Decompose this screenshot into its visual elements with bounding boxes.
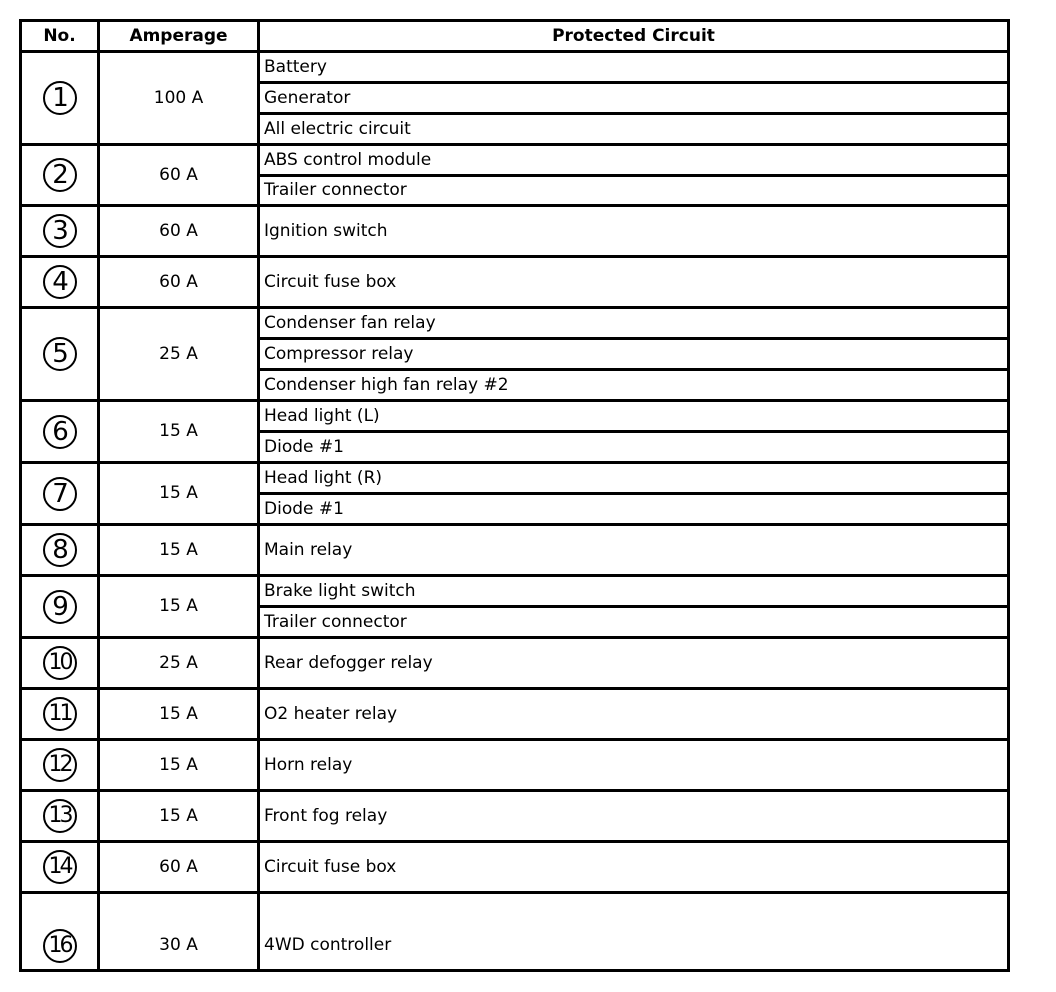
amperage-cell: 100 A xyxy=(99,52,259,145)
table-row xyxy=(21,463,1009,494)
table-row xyxy=(21,791,1009,842)
fuse-number-cell xyxy=(21,525,99,576)
table-row xyxy=(21,145,1009,176)
protected-circuit-cell: Diode #1 xyxy=(259,494,1009,525)
protected-circuit-cell: All electric circuit xyxy=(259,114,1009,145)
amperage-cell: 15 A xyxy=(99,463,259,525)
fuse-number-cell xyxy=(21,52,99,145)
fuse-number-circle: 13 xyxy=(43,799,77,833)
fuse-number-circle: 14 xyxy=(43,850,77,884)
fuse-number-circle: 5 xyxy=(43,337,77,371)
fuse-number-cell xyxy=(21,638,99,689)
amperage-cell: 15 A xyxy=(99,525,259,576)
protected-circuit-cell: Compressor relay xyxy=(259,339,1009,370)
fuse-number-cell xyxy=(21,463,99,525)
fuse-number-cell xyxy=(21,257,99,308)
protected-circuit-cell: O2 heater relay xyxy=(259,689,1009,740)
protected-circuit-cell: Horn relay xyxy=(259,740,1009,791)
protected-circuit-cell: ABS control module xyxy=(259,145,1009,176)
protected-circuit-cell: Front fog relay xyxy=(259,791,1009,842)
table-row xyxy=(21,740,1009,791)
table-row xyxy=(21,401,1009,432)
fuse-number-circle: 1 xyxy=(43,81,77,115)
amperage-cell: 15 A xyxy=(99,576,259,638)
amperage-cell: 15 A xyxy=(99,791,259,842)
fuse-number-circle: 8 xyxy=(43,533,77,567)
amperage-cell: 15 A xyxy=(99,740,259,791)
fuse-number-circle: 6 xyxy=(43,415,77,449)
fuse-table xyxy=(19,19,1010,972)
amperage-cell: 60 A xyxy=(99,257,259,308)
fuse-number-cell xyxy=(21,308,99,401)
fuse-number-cell xyxy=(21,206,99,257)
fuse-number-cell xyxy=(21,791,99,842)
table-row xyxy=(21,576,1009,607)
header-row xyxy=(21,21,1009,52)
table-row xyxy=(21,842,1009,893)
amperage-cell: 15 A xyxy=(99,401,259,463)
fuse-number-circle: 12 xyxy=(43,748,77,782)
protected-circuit-cell: Brake light switch xyxy=(259,576,1009,607)
table-row xyxy=(21,893,1009,971)
protected-circuit-cell: 4WD controller xyxy=(259,893,1009,971)
protected-circuit-cell: Rear defogger relay xyxy=(259,638,1009,689)
protected-circuit-cell: Head light (L) xyxy=(259,401,1009,432)
table-row xyxy=(21,206,1009,257)
fuse-number-cell xyxy=(21,576,99,638)
amperage-cell: 15 A xyxy=(99,689,259,740)
fuse-number-cell xyxy=(21,893,99,971)
protected-circuit-cell: Head light (R) xyxy=(259,463,1009,494)
table-row xyxy=(21,525,1009,576)
table-row xyxy=(21,308,1009,339)
fuse-table-body xyxy=(21,52,1009,971)
fuse-number-circle: 16 xyxy=(43,929,77,963)
header-protected-circuit: Protected Circuit xyxy=(259,21,1009,52)
table-row xyxy=(21,52,1009,83)
fuse-number-circle: 2 xyxy=(43,158,77,192)
protected-circuit-cell: Trailer connector xyxy=(259,176,1009,206)
table-row xyxy=(21,689,1009,740)
table-row xyxy=(21,257,1009,308)
fuse-number-circle: 7 xyxy=(43,477,77,511)
header-amperage: Amperage xyxy=(99,21,259,52)
fuse-number-circle: 11 xyxy=(43,697,77,731)
protected-circuit-cell: Condenser fan relay xyxy=(259,308,1009,339)
fuse-number-circle: 10 xyxy=(43,646,77,680)
fuse-number-cell xyxy=(21,740,99,791)
amperage-cell: 25 A xyxy=(99,308,259,401)
protected-circuit-cell: Ignition switch xyxy=(259,206,1009,257)
protected-circuit-cell: Trailer connector xyxy=(259,607,1009,638)
amperage-cell: 60 A xyxy=(99,206,259,257)
protected-circuit-cell: Generator xyxy=(259,83,1009,114)
protected-circuit-cell: Diode #1 xyxy=(259,432,1009,463)
fuse-number-cell xyxy=(21,689,99,740)
table-row xyxy=(21,638,1009,689)
amperage-cell: 60 A xyxy=(99,145,259,206)
protected-circuit-cell: Battery xyxy=(259,52,1009,83)
protected-circuit-cell: Circuit fuse box xyxy=(259,257,1009,308)
fuse-number-circle: 9 xyxy=(43,590,77,624)
fuse-number-cell xyxy=(21,145,99,206)
fuse-number-circle: 4 xyxy=(43,265,77,299)
protected-circuit-cell: Condenser high fan relay #2 xyxy=(259,370,1009,401)
amperage-cell: 30 A xyxy=(99,893,259,971)
header-no: No. xyxy=(21,21,99,52)
fuse-number-cell xyxy=(21,401,99,463)
protected-circuit-cell: Main relay xyxy=(259,525,1009,576)
protected-circuit-cell: Circuit fuse box xyxy=(259,842,1009,893)
amperage-cell: 60 A xyxy=(99,842,259,893)
fuse-number-circle: 3 xyxy=(43,214,77,248)
fuse-number-cell xyxy=(21,842,99,893)
amperage-cell: 25 A xyxy=(99,638,259,689)
